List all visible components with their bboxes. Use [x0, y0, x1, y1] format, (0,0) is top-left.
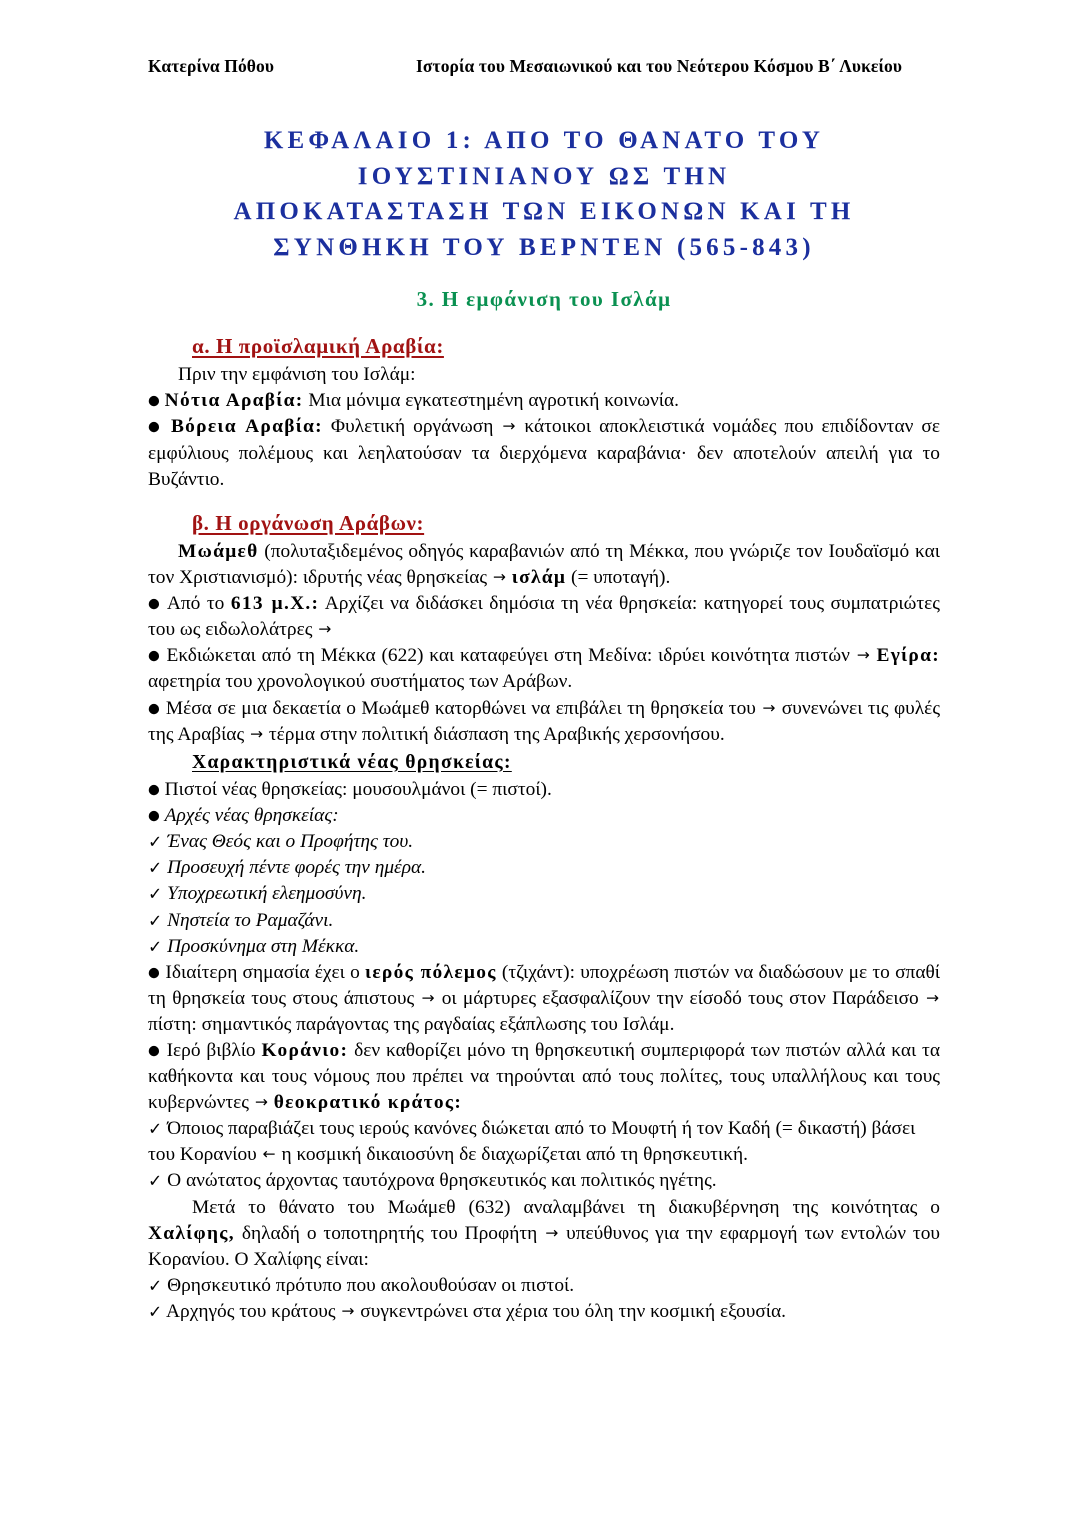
check-icon: ✓	[148, 1171, 163, 1192]
chapter-title-line-4: ΣΥΝΘΗΚΗ ΤΟΥ ΒΕΡΝΤΕΝ (565-843)	[273, 233, 815, 261]
bullet-icon: ●	[148, 781, 160, 798]
arrow-right-icon: →	[762, 698, 776, 717]
caliph-check-1-text: Θρησκευτικό πρότυπο που ακολουθούσαν οι πιστοί.	[167, 1274, 575, 1296]
section-a-item-1-text: Μια μόνιμα εγκατεστημένη αγροτική κοινωνία.	[308, 390, 680, 412]
koran-label: Κοράνιο:	[261, 1039, 349, 1061]
arrow-right-icon: →	[926, 988, 939, 1007]
koran-check-1-text-b: η κοσμική δικαιοσύνη δε διαχωρίζεται από τη θρησκευτική.	[281, 1144, 748, 1166]
document-running-header	[148, 56, 940, 77]
characteristics-bullet-2-text: Αρχές νέας θρησκείας:	[164, 805, 339, 827]
section-subtitle: 3. Η εμφάνιση του Ισλάμ	[416, 287, 672, 311]
arrow-left-icon: ←	[262, 1145, 276, 1164]
jihad-bullet	[148, 960, 940, 1038]
section-b-b2-text-a: Εκδιώκεται από τη Μέκκα (622) και καταφεύγει στη Μεδίνα: ιδρύει κοινότητα πιστών	[166, 645, 850, 667]
arrow-right-icon: →	[492, 568, 506, 587]
islam-label: ισλάμ	[511, 567, 567, 589]
caliph-check-2-text-b: συγκεντρώνει στα χέρια του όλη την κοσμική εξουσία.	[360, 1300, 786, 1322]
arrow-right-icon: →	[545, 1223, 559, 1242]
caliph-text-c: υπεύθυνος για την εφαρμογή των εντολών του Κορανίου. Ο Χαλίφης είναι:	[148, 1222, 940, 1270]
section-b-b1-text-a: Από το	[166, 593, 225, 615]
koran-text-b: δεν καθορίζει μόνο τη θρησκευτική συμπεριφορά των πιστών αλλά και τα καθήκοντα και τους νόμους που πρέπει να τηρούνται από τους πολίτες, τους υπαλλήλους και τους κυβερνώντες	[148, 1039, 940, 1114]
bullet-icon: ●	[148, 647, 161, 664]
principle-item-text: Υποχρεωτική ελεημοσύνη.	[167, 883, 367, 905]
section-spacer	[148, 493, 940, 509]
heading-characteristics: Χαρακτηριστικά νέας θρησκείας:	[192, 751, 512, 773]
jihad-text-d: πίστη: σημαντικός παράγοντας της ραγδαίας εξάπλωσης του Ισλάμ.	[148, 1013, 675, 1035]
hegira-label: Εγίρα:	[876, 645, 940, 667]
section-b-bullet-2	[148, 643, 940, 695]
section-a-item-2-label: Βόρεια Αραβία:	[170, 416, 323, 438]
arrow-right-icon: →	[254, 1093, 268, 1112]
check-icon: ✓	[148, 884, 163, 905]
koran-check-1	[148, 1116, 940, 1168]
check-icon: ✓	[148, 858, 163, 879]
caliph-label: Χαλίφης,	[148, 1222, 235, 1244]
arrow-right-icon: →	[856, 646, 870, 665]
caliph-check-2-text-a: Αρχηγός του κράτους	[166, 1300, 336, 1322]
check-icon: ✓	[148, 911, 163, 931]
arrow-right-icon: →	[502, 417, 516, 436]
check-icon: ✓	[148, 1276, 163, 1297]
holy-war-label: ιερός πόλεμος	[365, 961, 497, 983]
check-icon: ✓	[148, 1119, 163, 1140]
jihad-text-a: Ιδιαίτερη σημασία έχει ο	[165, 961, 360, 983]
arrow-right-icon: →	[250, 724, 264, 743]
theocratic-state-label: θεοκρατικό κράτος:	[273, 1092, 463, 1114]
caliph-text-b: δηλαδή ο τοποτηρητής του Προφήτη	[241, 1222, 538, 1244]
principle-item	[148, 855, 940, 881]
section-b-bullet-3	[148, 696, 940, 748]
header-course-title: Ιστορία του Μεσαιωνικού και του Νεότερου Κόσμου Β΄ Λυκείου	[416, 56, 903, 76]
characteristics-bullet-1	[148, 777, 940, 803]
principle-item	[148, 829, 940, 855]
caliph-check-1	[148, 1273, 940, 1299]
principle-item	[148, 908, 940, 934]
koran-bullet	[148, 1038, 940, 1116]
characteristics-bullet-1-text: Πιστοί νέας θρησκείας: μουσουλμάνοι (= πιστοί).	[164, 779, 552, 801]
principle-item-text: Νηστεία το Ραμαζάνι.	[167, 909, 334, 931]
characteristics-bullet-2	[148, 803, 940, 829]
chapter-title-line-1: ΚΕΦΑΛΑΙΟ 1: ΑΠΟ ΤΟ ΘΑΝΑΤΟ ΤΟΥ	[263, 127, 825, 154]
section-b-b3-text-b: συνενώνει τις φυλές της Αραβίας	[148, 697, 940, 745]
section-b-paragraph-1	[148, 539, 940, 591]
bullet-icon: ●	[148, 964, 161, 981]
principle-item-text: Προσευχή πέντε φορές την ημέρα.	[167, 857, 427, 879]
check-icon: ✓	[148, 832, 163, 853]
caliph-paragraph	[148, 1195, 940, 1273]
section-a-item-2-text-b: κάτοικοι αποκλειστικά νομάδες που επιδίδονταν σε εμφύλιους πολέμους και λεηλατούσαν τα διερχόμενα καραβάνια· δεν αποτελούν απειλή για το Βυζάντιο.	[148, 416, 940, 490]
koran-check-1-text-a: Όποιος παραβιάζει τους ιερούς κανόνες διώκεται από το Μουφτή ή τον Καδή (= δικαστή) βάσει του Κορανίου	[148, 1118, 916, 1166]
chapter-title-line-3: ΑΠΟΚΑΤΑΣΤΑΣΗ ΤΩΝ ΕΙΚΟΝΩΝ ΚΑΙ ΤΗ	[233, 198, 855, 225]
bullet-icon: ●	[148, 700, 161, 716]
principle-item-text: Ένας Θεός και ο Προφήτης του.	[167, 831, 414, 853]
jihad-text-c: οι μάρτυρες εξασφαλίζουν την είσοδό τους στον Παράδεισο	[441, 987, 919, 1009]
section-b-b1-text-b: Αρχίζει να διδάσκει δημόσια τη νέα θρησκεία: κατηγορεί τους συμπατριώτες του ως ειδωλολάτρες	[148, 593, 940, 641]
koran-text-a: Ιερό βιβλίο	[166, 1039, 256, 1061]
section-a-item-2-text-a: Φυλετική οργάνωση	[330, 416, 494, 438]
principle-item	[148, 881, 940, 907]
koran-check-2	[148, 1168, 940, 1194]
bullet-icon: ●	[148, 392, 160, 409]
section-b-b3-text-a: Μέσα σε μια δεκαετία ο Μωάμεθ κατορθώνει να επιβάλει τη θρησκεία του	[165, 697, 756, 719]
bullet-icon: ●	[148, 807, 160, 824]
heading-section-a: α. Η προϊσλαμική Αραβία:	[192, 334, 444, 358]
bullet-icon: ●	[148, 595, 162, 612]
section-b-bullet-1	[148, 591, 940, 643]
bullet-icon: ●	[148, 418, 163, 435]
section-b-b3-text-c: τέρμα στην πολιτική διάσπαση της Αραβικής χερσονήσου.	[268, 723, 725, 745]
arrow-right-icon: →	[421, 988, 435, 1007]
heading-section-b: β. Η οργάνωση Αράβων:	[192, 510, 425, 535]
year-613-label: 613 μ.Χ.:	[230, 593, 320, 615]
caliph-check-2	[148, 1299, 940, 1325]
bullet-icon: ●	[148, 1042, 161, 1059]
section-b-p1-text-a: (πολυταξιδεμένος οδηγός καραβανιών από τη Μέκκα, που γνώριζε τον Ιουδαϊσμό και τον Χριστιανισμό): ιδρυτής νέας θρησκείας	[148, 540, 940, 589]
principle-item-text: Προσκύνημα στη Μέκκα.	[167, 935, 360, 957]
section-b-p1-text-b: (= υποταγή).	[571, 567, 671, 589]
caliph-text-a: Μετά το θάνατο του Μωάμεθ (632) αναλαμβάνει τη διακυβέρνηση της κοινότητας ο	[192, 1196, 940, 1218]
chapter-title-line-2: ΙΟΥΣΤΙΝΙΑΝΟΥ ΩΣ ΤΗΝ	[357, 162, 731, 190]
arrow-right-icon: →	[341, 1301, 355, 1320]
section-a-intro: Πριν την εμφάνιση του Ισλάμ:	[178, 364, 416, 386]
header-author: Κατερίνα Πόθου	[148, 56, 275, 76]
chapter-title	[148, 123, 940, 265]
section-a-item-1	[148, 388, 940, 414]
section-b-b2-text-b: αφετηρία του χρονολογικού συστήματος των Αράβων.	[148, 671, 573, 693]
section-a-item-1-label: Νότια Αραβία:	[164, 390, 304, 412]
check-icon: ✓	[148, 1302, 163, 1323]
check-icon: ✓	[148, 937, 163, 958]
jihad-text-b: (τζιχάντ): υποχρέωση πιστών να διαδώσουν με το σπαθί τη θρησκεία τους στους άπιστους	[148, 961, 941, 1009]
arrow-right-icon: →	[318, 620, 332, 639]
mohammed-label: Μωάμεθ	[178, 540, 259, 562]
document-body	[148, 332, 940, 1325]
koran-check-2-text: Ο ανώτατος άρχοντας ταυτόχρονα θρησκευτικός και πολιτικός ηγέτης.	[167, 1170, 717, 1192]
section-a-item-2	[148, 414, 940, 492]
principle-item	[148, 934, 940, 960]
